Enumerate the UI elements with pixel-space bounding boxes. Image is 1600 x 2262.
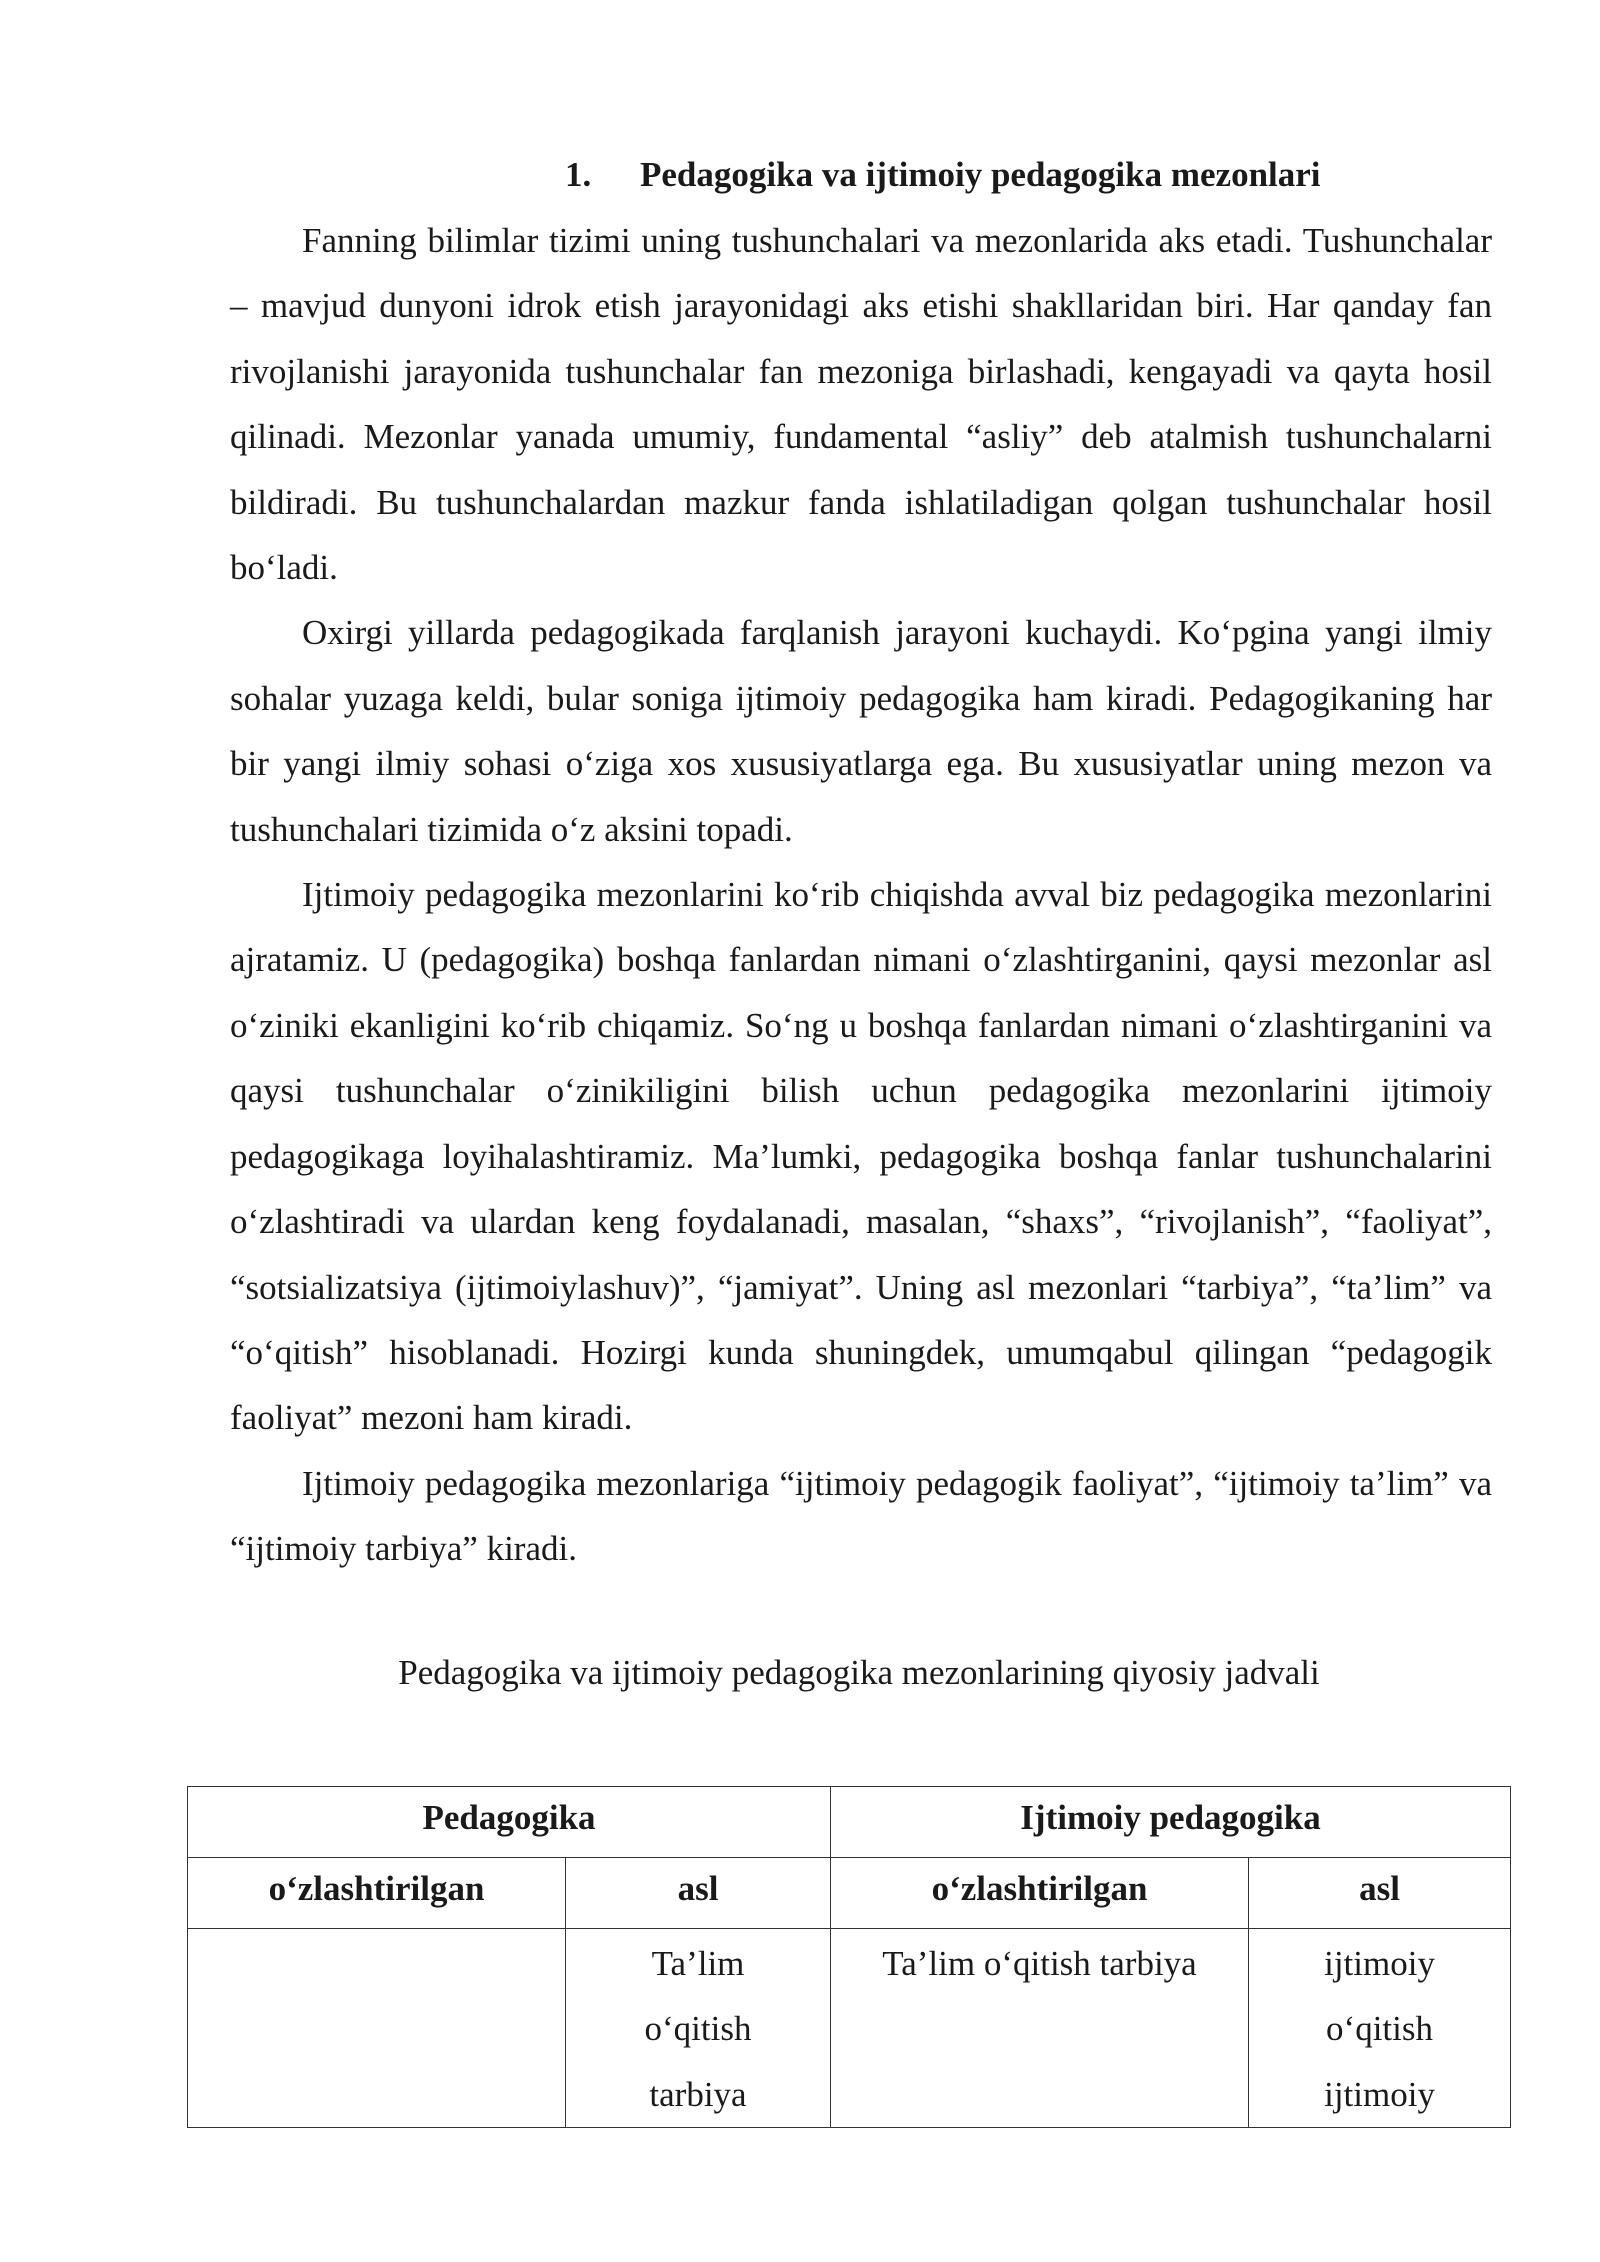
group-header-pedagogika: Pedagogika xyxy=(188,1787,831,1858)
section-number: 1. xyxy=(565,155,592,194)
cell-line: o‘qitish xyxy=(644,2009,752,2049)
group-header-ijtimoiy-pedagogika: Ijtimoiy pedagogika xyxy=(831,1787,1511,1858)
cell-soc-borrowed: Ta’lim o‘qitish tarbiya xyxy=(831,1929,1249,2128)
paragraph: Ijtimoiy pedagogika mezonlarini ko‘rib chiqishda avval biz pedagogika mezonlarini ajratamiz. U (pedagogika) boshqa fanlardan nimani o‘zlashtirganini, qaysi mezonlar asl o‘ziniki ekanligini ko‘rib chiqamiz. So‘ng u boshqa fanlardan nimani o‘zlashtirganini va qaysi tushunchalar o‘zinikiligini bilish uchun pedagogika mezonlarini ijtimoiy pedagogikaga loyihalashtiramiz. Ma’lumki, pedagogika boshqa fanlar tushunchalarini o‘zlashtiradi va ulardan keng foydalanadi, masalan, “shaxs”, “rivojlanish”, “faoliyat”, “sotsializatsiya (ijtimoiylashuv)”, “jamiyat”. Uning asl mezonlari “tarbiya”, “ta’lim” va “o‘qitish” hisoblanadi. Hozirgi kunda shuningdek, umumqabul qilingan “pedagogik faoliyat” mezoni ham kiradi. xyxy=(230,875,1492,1438)
cell-ped-original xyxy=(566,1929,831,2128)
table-group-header-row xyxy=(188,1787,1511,1858)
subheader-borrowed: o‘zlashtirilgan xyxy=(831,1858,1249,1929)
cell-ped-borrowed xyxy=(188,1929,566,2128)
cell-line: ijtimoiy xyxy=(1324,1944,1435,1983)
section-heading xyxy=(565,150,1465,200)
cell-soc-original xyxy=(1249,1929,1511,2128)
subheader-original: asl xyxy=(566,1858,831,1929)
paragraph: Ijtimoiy pedagogika mezonlariga “ijtimoiy pedagogik faoliyat”, “ijtimoiy ta’lim” va “ijtimoiy tarbiya” kiradi. xyxy=(230,1463,1492,1569)
cell-line: tarbiya xyxy=(649,2074,747,2114)
paragraph: Oxirgi yillarda pedagogikada farqlanish jarayoni kuchaydi. Ko‘pgina yangi ilmiy sohalar yuzaga keldi, bular soniga ijtimoiy pedagogika ham kiradi. Pedagogikaning har bir yangi ilmiy sohasi o‘ziga xos xususiyatlarga ega. Bu xususiyatlar uning mezon va tushunchalari tizimida o‘z aksini topadi. xyxy=(230,613,1492,849)
subheader-original: asl xyxy=(1249,1858,1511,1929)
subheader-borrowed: o‘zlashtirilgan xyxy=(188,1858,566,1929)
body-text xyxy=(230,208,1492,1582)
cell-line: o‘qitish xyxy=(1326,2009,1433,2049)
table-subheader-row xyxy=(188,1858,1511,1929)
section-title: Pedagogika va ijtimoiy pedagogika mezonlari xyxy=(640,155,1321,194)
cell-line: ijtimoiy xyxy=(1324,2074,1435,2114)
paragraph: Fanning bilimlar tizimi uning tushunchalari va mezonlarida aks etadi. Tushunchalar – mavjud dunyoni idrok etish jarayonidagi aks etishi shakllaridan biri. Har qanday fan rivojlanishi jarayonida tushunchalar fan mezoniga birlashadi, kengayadi va qayta hosil qilinadi. Mezonlar yanada umumiy, fundamental “asliy” deb atalmish tushunchalarni bildiradi. Bu tushunchalardan mazkur fanda ishlatiladigan qolgan tushunchalar hosil bo‘ladi. xyxy=(230,221,1492,588)
cell-line: Ta’lim xyxy=(651,1944,745,1983)
comparison-table xyxy=(187,1786,1511,2128)
table-row xyxy=(188,1929,1511,2128)
table-caption: Pedagogika va ijtimoiy pedagogika mezonlarining qiyosiy jadvali xyxy=(398,1653,1320,1692)
